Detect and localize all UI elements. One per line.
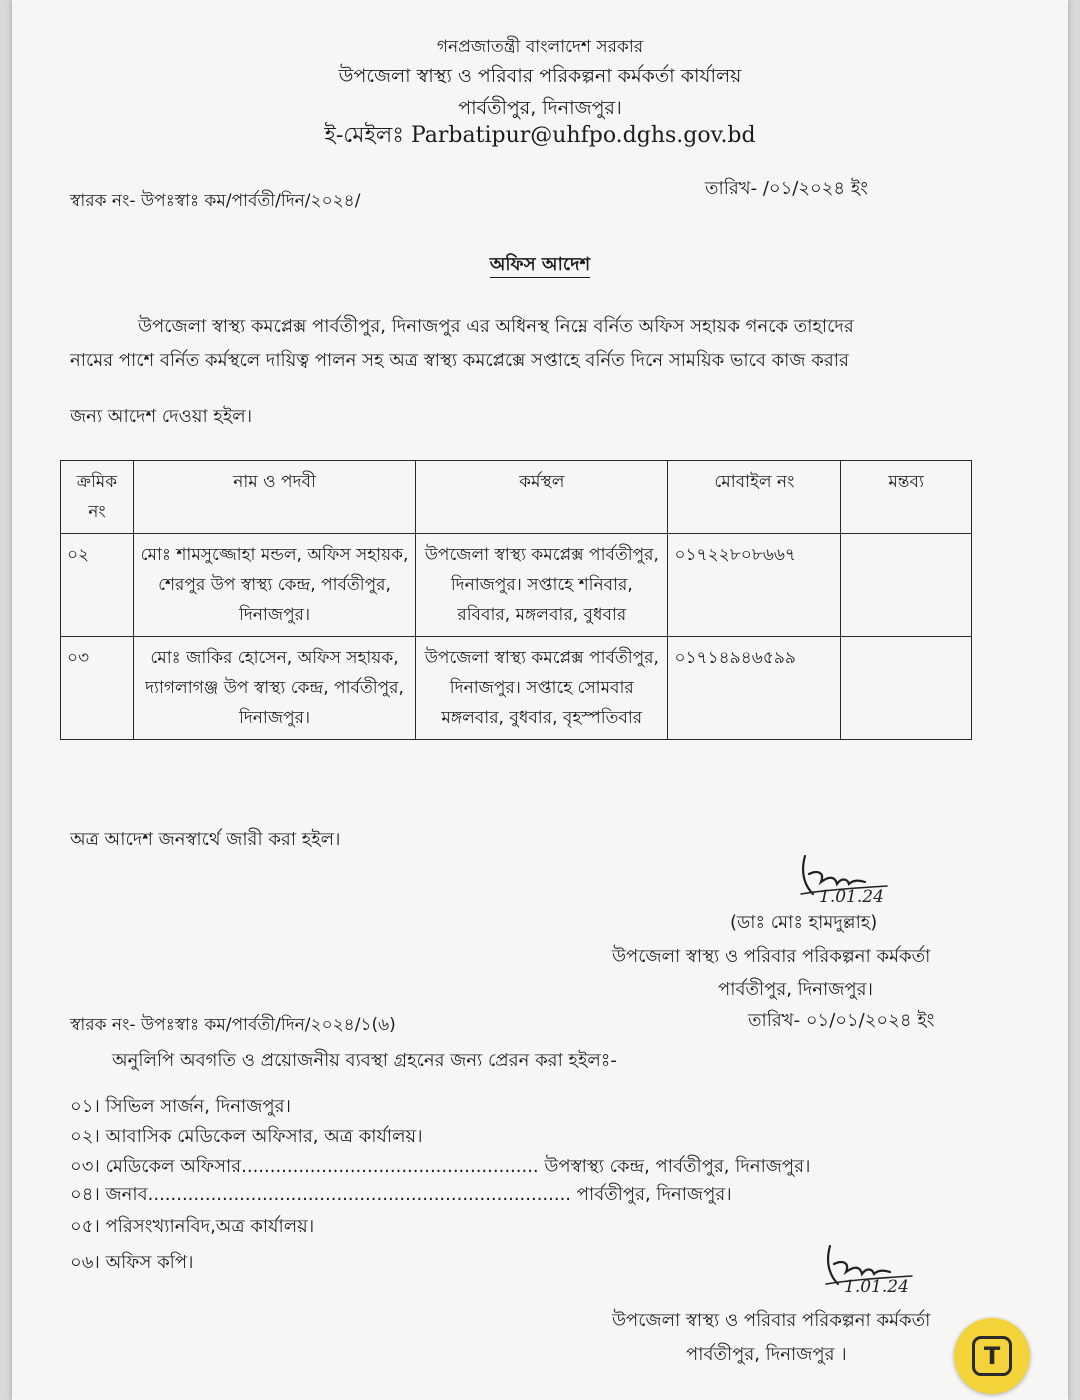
- header-remarks: মন্তব্য: [841, 461, 972, 534]
- signature-2: [820, 1240, 930, 1295]
- table-header-row: [61, 461, 972, 534]
- body-line-3: জন্য আদেশ দেওয়া হইল।: [70, 406, 253, 427]
- cell-workplace: উপজেলা স্বাস্থ্য কমপ্লেক্স পার্বতীপুর, দিনাজপুর। সপ্তাহে শনিবার, রবিবার, মঙ্গলবার, বুধবার: [416, 534, 668, 637]
- cell-remarks: [841, 534, 972, 637]
- office-email: ই-মেইলঃ Parbatipur@uhfpo.dghs.gov.bd: [324, 123, 756, 148]
- signatory-name: (ডাঃ মোঃ হামদুল্লাহ): [730, 912, 878, 933]
- cc-intro: অনুলিপি অবগতি ও প্রয়োজনীয় ব্যবস্থা গ্রহনের জন্য প্রেরন করা হইলঃ-: [112, 1050, 617, 1071]
- office-header: উপজেলা স্বাস্থ্য ও পরিবার পরিকল্পনা কর্মকর্তা কার্যালয়: [338, 65, 742, 87]
- signature-1-date: 1.01.24: [819, 887, 884, 905]
- signatory-place-2: পার্বতীপুর, দিনাজপুর ।: [686, 1344, 847, 1365]
- signatory-designation: উপজেলা স্বাস্থ্য ও পরিবার পরিকল্পনা কর্মকর্তা: [612, 946, 931, 967]
- closing-statement: অত্র আদেশ জনস্বার্থে জারী করা হইল।: [70, 829, 341, 850]
- staff-table: [60, 460, 972, 740]
- cc-item: ০১। সিভিল সার্জন, দিনাজপুর।: [70, 1096, 291, 1117]
- cell-name: মোঃ শামসুজ্জোহা মন্ডল, অফিস সহায়ক, শেরপুর উপ স্বাস্থ্য কেন্দ্র, পার্বতীপুর, দিনাজপুর।: [133, 534, 415, 637]
- signature-1: [795, 850, 905, 905]
- cc-item: ০৪। জনাব.......................................................................... পার্বতীপুর, দিনাজপুর।: [70, 1184, 732, 1205]
- cell-mobile: ০১৭১৪৯৪৬৫৯৯: [668, 637, 841, 740]
- cell-serial: ০৩: [61, 637, 134, 740]
- memo-number-2: স্বারক নং- উপঃস্বাঃ কম/পার্বতী/দিন/২০২৪/১(৬): [70, 1015, 396, 1035]
- header-serial: ক্রমিক নং: [61, 461, 134, 534]
- table-row: [61, 637, 972, 740]
- cell-workplace: উপজেলা স্বাস্থ্য কমপ্লেক্স পার্বতীপুর, দিনাজপুর। সপ্তাহে সোমবার মঙ্গলবার, বুধবার, বৃহস্পতিবার: [416, 637, 668, 740]
- header-name: নাম ও পদবী: [133, 461, 415, 534]
- table-row: [61, 534, 972, 637]
- document-title-text: অফিস আদেশ: [490, 254, 590, 278]
- cc-item: ০২। আবাসিক মেডিকেল অফিসার, অত্র কার্যালয়।: [70, 1126, 423, 1147]
- cc-item: ০৩। মেডিকেল অফিসার.................................................... উপস্বাস্থ্য কেন্দ্র, পার্বতীপুর, দিনাজপুর।: [70, 1156, 811, 1177]
- body-line-1: উপজেলা স্বাস্থ্য কমপ্লেক্স পার্বতীপুর, দিনাজপুর এর অধিনস্থ নিম্নে বর্নিত অফিস সহায়ক গনকে তাহাদের: [138, 316, 854, 337]
- cell-serial: ০২: [61, 534, 134, 637]
- signature-2-date: 1.01.24: [844, 1277, 909, 1295]
- memo-number: স্বারক নং- উপঃস্বাঃ কম/পার্বতী/দিন/২০২৪/: [70, 191, 361, 211]
- cell-name: মোঃ জাকির হোসেন, অফিস সহায়ক, দ্যাগলাগঞ্জ উপ স্বাস্থ্য কেন্দ্র, পার্বতীপুর, দিনাজপুর।: [133, 637, 415, 740]
- cc-item: ০৬। অফিস কপি।: [70, 1252, 194, 1273]
- cc-item: ০৫। পরিসংখ্যানবিদ,অত্র কার্যালয়।: [70, 1216, 315, 1237]
- text-scan-button[interactable]: [954, 1318, 1030, 1394]
- signatory-designation-2: উপজেলা স্বাস্থ্য ও পরিবার পরিকল্পনা কর্মকর্তা: [612, 1310, 931, 1331]
- memo-date: তারিখ- /০১/২০২৪ ইং: [705, 178, 868, 199]
- cell-remarks: [841, 637, 972, 740]
- govt-header: গনপ্রজাতন্ত্রী বাংলাদেশ সরকার: [436, 37, 644, 57]
- office-location: পার্বতীপুর, দিনাজপুর।: [458, 97, 622, 119]
- body-line-2: নামের পাশে বর্নিত কর্মস্থলে দায়িত্ব পালন সহ অত্র স্বাস্থ্য কমপ্লেক্সে সপ্তাহে বর্নিত দিনে সাময়িক ভাবে কাজ করার: [70, 350, 849, 371]
- signatory-place: পার্বতীপুর, দিনাজপুর।: [718, 979, 873, 1000]
- cell-mobile: ০১৭২২৮০৮৬৬৭: [668, 534, 841, 637]
- header-mobile: মোবাইল নং: [668, 461, 841, 534]
- document-title: [0, 250, 1080, 281]
- text-recognition-icon: T: [972, 1336, 1012, 1376]
- header-workplace: কর্মস্থল: [416, 461, 668, 534]
- memo-date-2: তারিখ- ০১/০১/২০২৪ ইং: [748, 1010, 935, 1031]
